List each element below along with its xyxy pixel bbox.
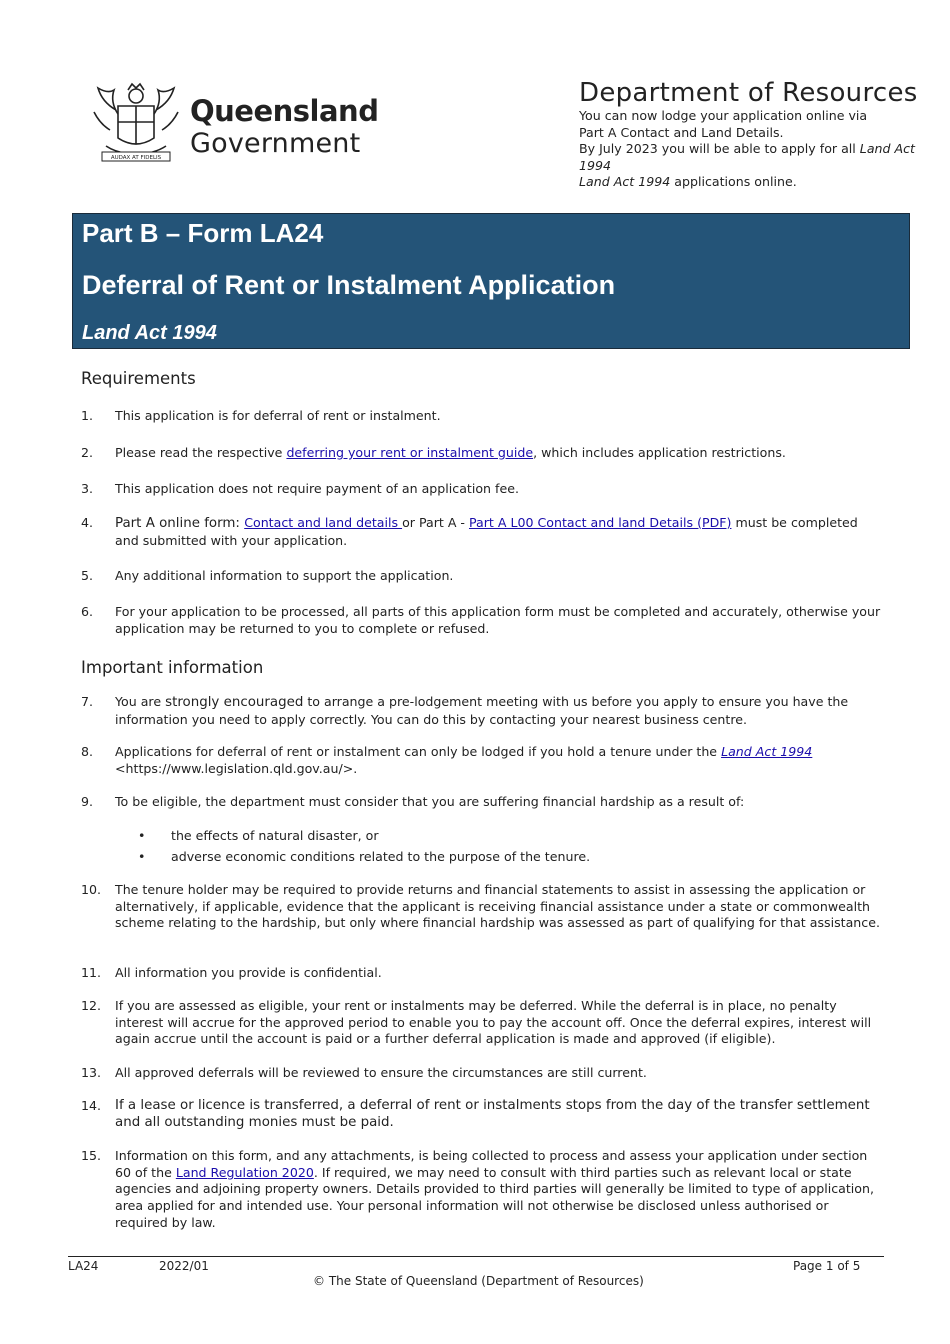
svg-text:AUDAX AT FIDELIS: AUDAX AT FIDELIS: [110, 155, 162, 161]
logo-government: Government: [190, 128, 361, 159]
list-item: 15. Information on this form, and any attachments, is being collected to process and assess your application under section 60 of the Land Regulation 2020. If required, we may need to consult with third parties such as relevant local or state agencies and adjoining property owners. Details provided to third parties will generally be limited to type of application, area applied for and intended use. Your personal information will not otherwise be disclosed unless authorised or required by law.: [81, 1148, 874, 1230]
form-title: Deferral of Rent or Instalment Application: [82, 270, 616, 300]
list-item: 10. The tenure holder may be required to provide returns and financial statements to assist in assessing the application or alternatively, if applicable, evidence that the applicant is receiving financial assistance under a state or commonwealth scheme relating to the hardship, but only where financial hardship was assessed as part of qualifying for that assistance.: [81, 882, 880, 931]
list-item: 5. Any additional information to support the application.: [81, 568, 454, 583]
qld-government-logo: [88, 76, 379, 166]
list-item: 14. If a lease or licence is transferred, a deferral of rent or instalments stops from the day of the transfer settlement and all outstanding monies must be paid.: [81, 1098, 870, 1130]
bullet-icon: •: [138, 828, 146, 843]
form-part-title: Part B – Form LA24: [82, 218, 324, 248]
bullet-item: the effects of natural disaster, or: [171, 828, 379, 843]
list-item: 4. Part A online form: Contact and land details or Part A - Part A L00 Contact and land Details (PDF) must be completed and submitted with your application.: [81, 515, 858, 548]
land-regulation-link[interactable]: Land Regulation 2020: [175, 1164, 314, 1180]
footer-copyright: © The State of Queensland (Department of Resources): [313, 1274, 644, 1288]
footer-divider: [68, 1256, 884, 1257]
department-block: [579, 78, 919, 191]
requirements-heading: Requirements: [81, 369, 196, 388]
bullet-item: adverse economic conditions related to the purpose of the tenure.: [171, 849, 591, 864]
form-act: Land Act 1994: [82, 322, 217, 344]
list-item: 8. Applications for deferral of rent or instalment can only be lodged if you hold a tenure under the Land Act 1994 <https://www.legislation.qld.gov.au/>.: [81, 744, 813, 776]
contact-land-details-link[interactable]: Contact and land details: [244, 515, 403, 530]
land-act-link[interactable]: Land Act 1994: [721, 744, 813, 759]
footer-version: 2022/01: [159, 1259, 209, 1273]
deferral-guide-link[interactable]: deferring your rent or instalment guide: [286, 445, 534, 460]
logo-queensland: Queensland: [190, 94, 379, 128]
list-item: 3. This application does not require payment of an application fee.: [81, 481, 519, 496]
list-item: 11. All information you provide is confidential.: [81, 965, 382, 980]
department-title: Department of Resources: [579, 78, 918, 108]
list-item: 2. Please read the respective deferring your rent or instalment guide, which includes application restrictions.: [81, 445, 786, 460]
footer-page-number: Page 1 of 5: [793, 1259, 861, 1273]
bullet-icon: •: [138, 849, 146, 864]
form-title-banner: [72, 213, 910, 349]
footer-form-code: LA24: [68, 1259, 99, 1273]
list-item: 9. To be eligible, the department must consider that you are suffering financial hardship as a result of:: [81, 794, 745, 809]
online-notice: You can now lodge your application online via Part A Contact and Land Details. By July 2023 you will be able to apply for all Land Act 1994 Land Act 1994 applications online.: [579, 108, 915, 189]
list-item: 1. This application is for deferral of rent or instalment.: [81, 408, 441, 423]
coat-of-arms-icon: [88, 76, 184, 164]
list-item: 7. You are strongly encouraged to arrange a pre-lodgement meeting with us before you apply to ensure you have the information you need to apply correctly. You can do this by contacting your nearest business centre.: [81, 694, 849, 727]
list-item: 13. All approved deferrals will be reviewed to ensure the circumstances are still current.: [81, 1065, 647, 1080]
list-item: 6. For your application to be processed, all parts of this application form must be completed and accurately, otherwise your application may be returned to you to complete or refused.: [81, 604, 881, 636]
important-info-heading: Important information: [81, 658, 264, 677]
part-a-pdf-link[interactable]: Part A L00 Contact and land Details (PDF): [468, 515, 732, 530]
list-item: 12. If you are assessed as eligible, your rent or instalments may be deferred. While the deferral is in place, no penalty interest will accrue for the approved period to enable you to pay the account off. Once the deferral expires, interest will again accrue until the account is paid or a further deferral application is made and approved (if eligible).: [81, 998, 872, 1047]
